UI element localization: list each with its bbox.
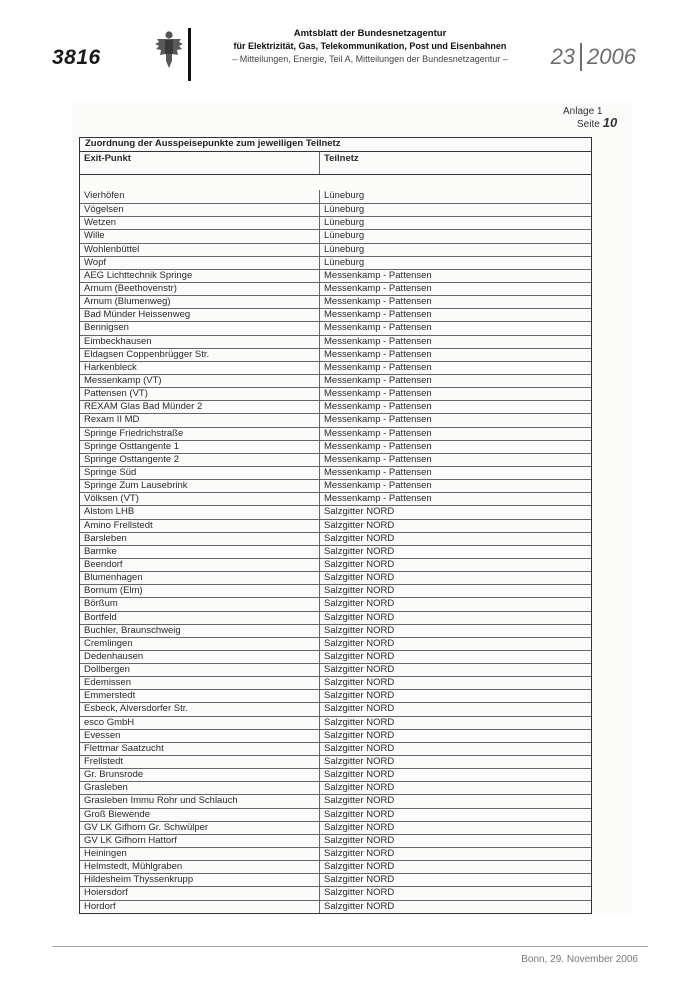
cell-exit-point: Eimbeckhausen [80,336,320,348]
table-row [80,558,591,571]
table-row [80,387,591,400]
table-row [80,768,591,781]
cell-subnetwork: Salzgitter NORD [324,703,395,715]
cell-subnetwork: Salzgitter NORD [324,664,395,676]
cell-subnetwork: Lüneburg [324,243,365,255]
table-row [80,466,591,479]
column-header-exit-point: Exit-Punkt [80,152,320,174]
cell-exit-point: REXAM Glas Bad Münder 2 [80,401,320,413]
cell-exit-point: Emmerstedt [80,690,320,702]
cell-subnetwork: Messenkamp - Pattensen [324,374,432,386]
cell-exit-point: Buchler, Braunschweig [80,625,320,637]
table-row [80,663,591,676]
table-row [80,834,591,847]
issue-number: 23 [550,44,576,69]
cell-exit-point: Völksen (VT) [80,493,320,505]
cell-exit-point: Heiningen [80,848,320,860]
table-spacer [80,175,591,190]
cell-exit-point: Beendorf [80,559,320,571]
cell-subnetwork: Messenkamp - Pattensen [324,480,432,492]
table-row [80,821,591,834]
cell-subnetwork: Lüneburg [324,256,365,268]
cell-subnetwork: Salzgitter NORD [324,729,395,741]
cell-subnetwork: Salzgitter NORD [324,716,395,728]
table-row [80,440,591,453]
cell-subnetwork: Messenkamp - Pattensen [324,348,432,360]
cell-subnetwork: Messenkamp - Pattensen [324,335,432,347]
cell-subnetwork: Messenkamp - Pattensen [324,309,432,321]
cell-subnetwork: Salzgitter NORD [324,532,395,544]
table-row [80,637,591,650]
table-row [80,335,591,348]
table-row [80,650,591,663]
cell-exit-point: Bad Münder Heissenweg [80,309,320,321]
cell-subnetwork: Salzgitter NORD [324,572,395,584]
table-row [80,348,591,361]
cell-exit-point: Vierhöfen [80,190,320,203]
cell-exit-point: Springe Zum Lausebrink [80,480,320,492]
cell-subnetwork: Messenkamp - Pattensen [324,414,432,426]
cell-exit-point: Arnum (Blumenweg) [80,296,320,308]
annex-page-number: 10 [602,115,618,130]
cell-exit-point: Rexam II MD [80,414,320,426]
cell-subnetwork: Messenkamp - Pattensen [324,453,432,465]
cell-subnetwork: Salzgitter NORD [324,756,395,768]
cell-subnetwork: Messenkamp - Pattensen [324,282,432,294]
annex-page-label: Seite [577,119,600,130]
table-row [80,742,591,755]
cell-exit-point: Bortfeld [80,612,320,624]
table-row [80,427,591,440]
cell-exit-point: Grasleben [80,782,320,794]
cell-subnetwork: Salzgitter NORD [324,558,395,570]
table-body [80,190,591,913]
cell-subnetwork: Salzgitter NORD [324,690,395,702]
cell-exit-point: Hordorf [80,901,320,913]
table-row [80,361,591,374]
journal-title: Amtsblatt der Bundesnetzagentur [293,28,447,39]
cell-subnetwork: Salzgitter NORD [324,742,395,754]
cell-subnetwork: Salzgitter NORD [324,585,395,597]
table-row [80,492,591,505]
table-row [80,716,591,729]
cell-exit-point: AEG Lichttechnik Springe [80,270,320,282]
table-row [80,321,591,334]
cell-exit-point: Edemissen [80,677,320,689]
cell-exit-point: Gr. Brunsrode [80,769,320,781]
cell-subnetwork: Salzgitter NORD [324,808,395,820]
table-row [80,571,591,584]
assignment-table [79,137,592,914]
cell-exit-point: Flettmar Saatzucht [80,743,320,755]
journal-header [205,28,535,65]
table-row [80,229,591,242]
table-row [80,243,591,256]
cell-exit-point: Vögelsen [80,204,320,216]
issue-year: 2006 [587,44,636,69]
cell-subnetwork: Salzgitter NORD [324,545,395,557]
table-row [80,374,591,387]
cell-subnetwork: Messenkamp - Pattensen [324,401,432,413]
table-row [80,900,591,913]
cell-exit-point: GV LK Gifhorn Gr. Schwülper [80,822,320,834]
cell-subnetwork: Salzgitter NORD [324,861,395,873]
table-row [80,505,591,518]
cell-exit-point: Frellstedt [80,756,320,768]
cell-exit-point: Barsleben [80,533,320,545]
table-row [80,597,591,610]
cell-exit-point: Wohlenbüttel [80,244,320,256]
cell-subnetwork: Salzgitter NORD [324,900,395,912]
cell-exit-point: esco GmbH [80,717,320,729]
cell-exit-point: GV LK Gifhorn Hattorf [80,835,320,847]
cell-exit-point: Grasleben Immu Rohr und Schlauch [80,795,320,807]
cell-subnetwork: Salzgitter NORD [324,637,395,649]
cell-exit-point: Springe Osttangente 2 [80,454,320,466]
table-row [80,611,591,624]
cell-subnetwork: Salzgitter NORD [324,874,395,886]
issue-divider [580,43,582,71]
table-row [80,190,591,203]
footer-divider [52,946,648,947]
cell-exit-point: Alstom LHB [80,506,320,518]
table-row [80,584,591,597]
cell-subnetwork: Salzgitter NORD [324,795,395,807]
cell-subnetwork: Salzgitter NORD [324,782,395,794]
annex-label [563,106,617,130]
table-row [80,203,591,216]
table-row [80,689,591,702]
cell-subnetwork: Salzgitter NORD [324,848,395,860]
table-row [80,808,591,821]
cell-subnetwork: Messenkamp - Pattensen [324,296,432,308]
cell-exit-point: Helmstedt, Mühlgraben [80,861,320,873]
cell-exit-point: Springe Süd [80,467,320,479]
cell-exit-point: Dedenhausen [80,651,320,663]
table-row [80,453,591,466]
cell-exit-point: Hildesheim Thyssenkrupp [80,874,320,886]
journal-section: – Mitteilungen, Energie, Teil A, Mitteilungen der Bundesnetzagentur – [232,54,508,64]
cell-exit-point: Wopf [80,257,320,269]
journal-subtitle: für Elektrizität, Gas, Telekommunikation, Post und Eisenbahnen [233,41,507,51]
cell-exit-point: Bornum (Elm) [80,585,320,597]
cell-exit-point: Hoiersdorf [80,887,320,899]
table-row [80,400,591,413]
cell-exit-point: Pattensen (VT) [80,388,320,400]
table-row [80,282,591,295]
table-row [80,413,591,426]
table-row [80,794,591,807]
column-header-subnetwork: Teilnetz [324,153,359,164]
cell-exit-point: Springe Friedrichstraße [80,428,320,440]
cell-subnetwork: Salzgitter NORD [324,677,395,689]
table-row [80,216,591,229]
cell-subnetwork: Salzgitter NORD [324,887,395,899]
table-row [80,308,591,321]
table-row [80,886,591,899]
table-row [80,847,591,860]
cell-subnetwork: Salzgitter NORD [324,519,395,531]
issue-info [551,44,636,71]
annex-page [563,117,617,130]
table-title: Zuordnung der Ausspeisepunkte zum jeweiligen Teilnetz [80,138,591,152]
cell-exit-point: Blumenhagen [80,572,320,584]
cell-subnetwork: Messenkamp - Pattensen [324,388,432,400]
cell-exit-point: Eldagsen Coppenbrügger Str. [80,349,320,361]
cell-exit-point: Arnum (Beethovenstr) [80,283,320,295]
cell-subnetwork: Messenkamp - Pattensen [324,440,432,452]
table-row [80,702,591,715]
cell-subnetwork: Salzgitter NORD [324,611,395,623]
cell-exit-point: Messenkamp (VT) [80,375,320,387]
table-row [80,295,591,308]
cell-subnetwork: Messenkamp - Pattensen [324,361,432,373]
cell-subnetwork: Salzgitter NORD [324,598,395,610]
cell-subnetwork: Lüneburg [324,204,365,216]
cell-exit-point: Barmke [80,546,320,558]
cell-exit-point: Harkenbleck [80,362,320,374]
cell-exit-point: Esbeck, Alversdorfer Str. [80,703,320,715]
cell-exit-point: Groß Biewende [80,809,320,821]
cell-subnetwork: Lüneburg [324,230,365,242]
table-row [80,545,591,558]
table-row [80,479,591,492]
footer-text: Bonn, 29. November 2006 [521,954,638,965]
cell-exit-point: Wille [80,230,320,242]
cell-subnetwork: Lüneburg [324,190,365,201]
cell-exit-point: Wetzen [80,217,320,229]
cell-subnetwork: Messenkamp - Pattensen [324,269,432,281]
table-row [80,860,591,873]
annex-number: Anlage 1 [563,106,603,117]
cell-exit-point: Börßum [80,598,320,610]
table-row [80,781,591,794]
table-row [80,624,591,637]
cell-subnetwork: Salzgitter NORD [324,769,395,781]
cell-exit-point: Evessen [80,730,320,742]
cell-subnetwork: Salzgitter NORD [324,624,395,636]
cell-subnetwork: Salzgitter NORD [324,821,395,833]
cell-subnetwork: Messenkamp - Pattensen [324,466,432,478]
table-row [80,873,591,886]
cell-exit-point: Cremlingen [80,638,320,650]
cell-subnetwork: Lüneburg [324,217,365,229]
table-row [80,676,591,689]
cell-subnetwork: Messenkamp - Pattensen [324,322,432,334]
table-row [80,729,591,742]
cell-exit-point: Dollbergen [80,664,320,676]
table-row [80,269,591,282]
cell-exit-point: Bennigsen [80,322,320,334]
table-row [80,256,591,269]
table-row [80,519,591,532]
cell-exit-point: Amino Frellstedt [80,520,320,532]
page-number: 3816 [52,46,101,69]
table-row [80,755,591,768]
cell-subnetwork: Messenkamp - Pattensen [324,493,432,505]
table-row [80,532,591,545]
cell-subnetwork: Salzgitter NORD [324,834,395,846]
cell-subnetwork: Salzgitter NORD [324,506,395,518]
cell-subnetwork: Salzgitter NORD [324,650,395,662]
header-bar [188,28,191,81]
cell-exit-point: Springe Osttangente 1 [80,441,320,453]
federal-eagle-icon [154,28,184,70]
table-header-row [80,152,591,175]
cell-subnetwork: Messenkamp - Pattensen [324,427,432,439]
